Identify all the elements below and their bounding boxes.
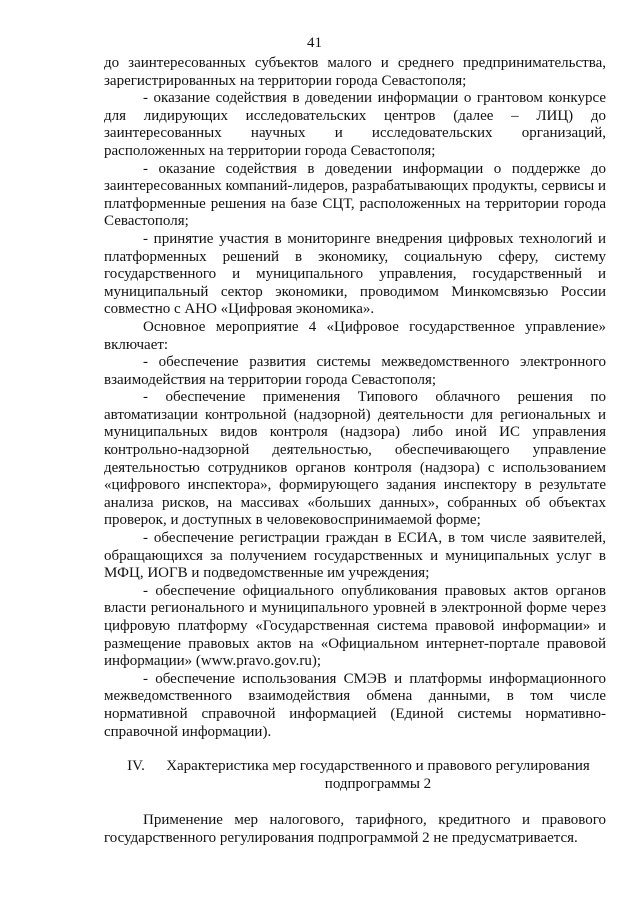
list-item: - обеспечение использования СМЭВ и платформы информационного межведомственного взаимодействия обмена данными, в том числе нормативной справочной информацией (Единой системы нормативно-справочной информации). (104, 670, 606, 740)
document-body (104, 55, 606, 848)
paragraph: Применение мер налогового, тарифного, кредитного и правового государственного регулирования подпрограммой 2 не предусматривается. (104, 812, 606, 846)
section-heading (104, 758, 606, 793)
list-item: - оказание содействия в доведении информации о поддержке до заинтересованных компаний-лидеров, разрабатывающих продукты, сервисы и платформенные решения на базе СЦТ, расположенных на территории города Севастополя; (104, 160, 606, 230)
list-item: - обеспечение применения Типового облачного решения по автоматизации контрольной (надзорной) деятельности для региональных и муниципальных видов контроля (надзора) либо иной ИС управления контрольно-надзорной деятельностью, обеспечивающего управление деятельностью сотрудников органов контроля (надзора) с использованием «цифрового инспектора», формирующего задания инспектору в результате анализа рисков, на массивах «больших данных», собранных об объектах проверок, и доступных в человековоспринимаемой форме; (104, 389, 606, 529)
list-item: - оказание содействия в доведении информации о грантовом конкурсе для лидирующих исследовательских центров (далее – ЛИЦ) до заинтересованных научных и исследовательских организаций, расположенных на территории города Севастополя; (104, 90, 606, 159)
list-item: - обеспечение официального опубликования правовых актов органов власти регионального и муниципального уровней в электронной форме через цифровую платформу «Государственная система правовой информации» и размещение правовых актов на «Официальном интернет-портале правовой информации» (www.pravo.gov.ru); (104, 582, 606, 670)
paragraph: до заинтересованных субъектов малого и среднего предпринимательства, зарегистрированных на территории города Севастополя; (104, 55, 606, 89)
list-item: - обеспечение регистрации граждан в ЕСИА, в том числе заявителей, обращающихся за получением государственных и муниципальных услуг в МФЦ, ИОГВ и подведомственные им учреждения; (104, 530, 606, 582)
list-item: - обеспечение развития системы межведомственного электронного взаимодействия на территории города Севастополя; (104, 354, 606, 388)
section-title: Характеристика мер государственного и правового регулирования подпрограммы 2 (166, 758, 590, 792)
list-item: - принятие участия в мониторинге внедрения цифровых технологий и платформенных решений в экономику, социальную сферу, систему государственного и муниципального управления, государственный и муниципальный сектор экономики, проводимом Минкомсвязью России совместно с АНО «Цифровая экономика». (104, 230, 606, 318)
section-number: IV. (127, 758, 145, 775)
page-number: 41 (307, 35, 322, 51)
paragraph: Основное мероприятие 4 «Цифровое государственное управление» включает: (104, 318, 606, 353)
